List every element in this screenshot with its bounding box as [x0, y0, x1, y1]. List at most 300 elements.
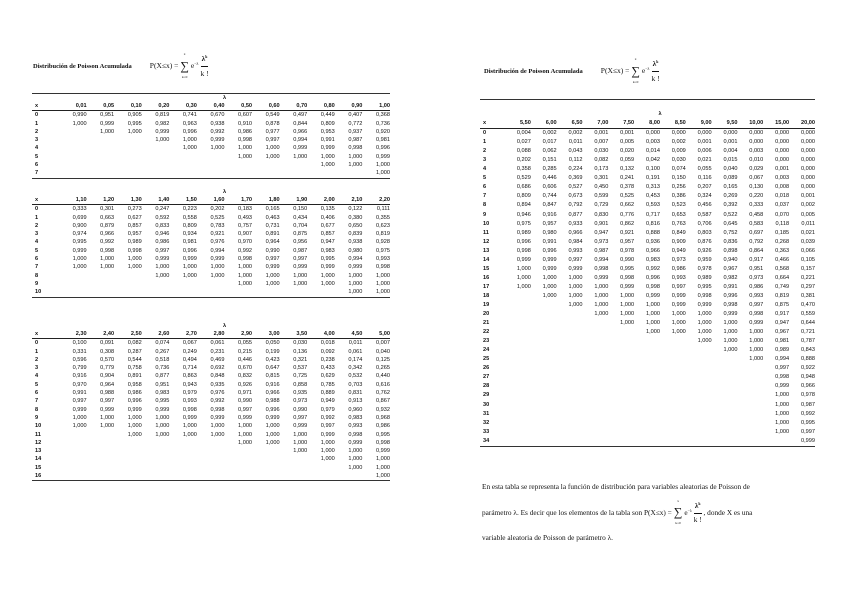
probability-cell: 1,000: [100, 423, 115, 430]
probability-cell: [142, 280, 170, 288]
lambda-column-header: 10,00: [737, 119, 763, 129]
table-row: [32, 447, 390, 455]
probability-cell: 0,994: [210, 247, 225, 254]
probability-cell: [307, 169, 335, 178]
probability-cell: [59, 288, 87, 297]
lambda-column-header: 0,40: [197, 102, 225, 111]
probability-cell: 0,993: [376, 256, 390, 263]
probability-cell: [712, 364, 738, 373]
probability-cell: 0,191: [645, 175, 660, 182]
probability-cell: 0,463: [265, 214, 280, 221]
probability-cell: 0,763: [671, 220, 686, 227]
x-value: 14: [35, 456, 42, 463]
probability-cell: 0,092: [320, 348, 335, 355]
table-row: [480, 346, 815, 355]
probability-cell: 0,664: [775, 274, 790, 281]
probability-cell: 0,525: [620, 193, 635, 200]
table-row: [32, 348, 390, 356]
probability-cell: 0,606: [542, 184, 557, 191]
probability-cell: [531, 373, 557, 382]
x-value: 6: [35, 256, 39, 263]
probability-cell: [686, 391, 712, 400]
probability-cell: 0,900: [72, 222, 87, 229]
probability-cell: 0,901: [594, 220, 609, 227]
probability-cell: 0,721: [801, 329, 815, 336]
probability-cell: 0,997: [749, 301, 764, 308]
fraction-numerator: [201, 53, 209, 67]
probability-cell: 0,999: [210, 137, 225, 144]
probability-cell: 1,000: [348, 456, 363, 463]
x-value: 13: [35, 448, 42, 455]
probability-cell: [505, 337, 531, 346]
probability-cell: 1,000: [265, 145, 280, 152]
probability-cell: [197, 161, 225, 169]
probability-cell: 0,007: [594, 139, 609, 146]
x-value: 13: [483, 247, 490, 254]
probability-cell: 0,936: [645, 238, 660, 245]
probability-cell: 0,021: [801, 229, 815, 236]
probability-cell: 0,998: [376, 439, 390, 446]
probability-cell: 0,392: [723, 202, 738, 209]
probability-cell: 0,999: [594, 274, 609, 281]
divider: [480, 99, 815, 100]
probability-cell: [582, 428, 608, 437]
probability-cell: 0,446: [542, 175, 557, 182]
probability-cell: [197, 153, 225, 161]
title-label: Distribución de Poisson Acumulada: [33, 62, 132, 70]
probability-cell: 0,987: [801, 401, 815, 408]
probability-cell: 0,926: [238, 381, 253, 388]
probability-cell: 0,741: [182, 112, 197, 119]
probability-cell: 0,231: [210, 348, 225, 355]
probability-cell: 0,663: [100, 214, 115, 221]
x-value: 0: [35, 112, 39, 119]
x-header: x: [480, 119, 505, 129]
probability-cell: 1,000: [127, 423, 142, 430]
x-value: 28: [483, 383, 490, 390]
probability-cell: 0,819: [376, 231, 390, 238]
probability-cell: 0,983: [645, 256, 660, 263]
probability-cell: 1,000: [265, 431, 280, 438]
probability-cell: [531, 364, 557, 373]
probability-cell: 0,991: [320, 137, 335, 144]
probability-cell: 0,999: [182, 256, 197, 263]
probability-cell: 0,819: [775, 292, 790, 299]
probability-cell: 0,986: [749, 283, 764, 290]
probability-cell: 0,990: [620, 256, 635, 263]
probability-cell: 0,991: [72, 390, 87, 397]
probability-cell: 0,970: [72, 381, 87, 388]
probability-cell: 0,999: [348, 439, 363, 446]
probability-cell: 0,758: [127, 365, 142, 372]
probability-cell: 0,544: [127, 356, 142, 363]
table-row: [480, 165, 815, 174]
probability-cell: 1,000: [723, 338, 738, 345]
probability-cell: 1,000: [72, 414, 87, 421]
x-value: 2: [35, 222, 39, 229]
probability-cell: 0,995: [127, 120, 142, 127]
probability-cell: [114, 288, 142, 297]
probability-cell: [557, 373, 583, 382]
probability-cell: [608, 337, 634, 346]
table-row: [32, 238, 390, 246]
probability-cell: 1,000: [348, 162, 363, 169]
probability-cell: [87, 136, 115, 144]
probability-cell: 1,000: [542, 292, 557, 299]
x-value: 7: [35, 170, 39, 177]
probability-cell: 0,792: [568, 202, 583, 209]
poisson-table-4: [480, 110, 815, 447]
probability-cell: 1,000: [542, 274, 557, 281]
x-value: 3: [35, 365, 39, 372]
probability-cell: 0,938: [210, 120, 225, 127]
probability-cell: [169, 161, 197, 169]
lambda-column-header: 9,00: [686, 119, 712, 129]
probability-cell: 1,000: [293, 272, 308, 279]
table-row: [480, 283, 815, 292]
probability-cell: 0,999: [265, 264, 280, 271]
probability-cell: [582, 346, 608, 355]
x-value: 0: [35, 340, 39, 347]
column-header-row: [32, 102, 390, 111]
probability-cell: [59, 447, 87, 455]
probability-cell: 1,000: [348, 464, 363, 471]
formula-lhs: P(X≤x) =: [644, 507, 672, 517]
probability-cell: [224, 161, 252, 169]
num-power: k: [698, 500, 701, 506]
probability-cell: 0,757: [238, 222, 253, 229]
probability-cell: 1,000: [100, 128, 115, 135]
probability-cell: 0,082: [594, 157, 609, 164]
probability-cell: 0,686: [516, 184, 531, 191]
probability-cell: 0,706: [697, 220, 712, 227]
x-value: 3: [35, 231, 39, 238]
probability-cell: 0,042: [645, 157, 660, 164]
probability-cell: 1,000: [594, 301, 609, 308]
probability-cell: 0,981: [376, 137, 390, 144]
table-row: [32, 144, 390, 152]
probability-cell: 1,000: [238, 153, 253, 160]
probability-cell: 0,003: [645, 139, 660, 146]
probability-cell: 0,877: [568, 211, 583, 218]
probability-cell: 1,000: [210, 423, 225, 430]
probability-cell: 0,998: [723, 301, 738, 308]
table-row: [480, 364, 815, 373]
x-value: 5: [483, 175, 487, 182]
probability-cell: 0,999: [801, 437, 815, 444]
probability-cell: 0,070: [775, 211, 790, 218]
title-label: Distribución de Poisson Acumulada: [484, 67, 583, 75]
probability-cell: [686, 355, 712, 364]
probability-cell: 0,999: [376, 448, 390, 455]
fraction-numerator: [652, 58, 660, 72]
probability-cell: 0,165: [723, 184, 738, 191]
probability-cell: 0,996: [265, 406, 280, 413]
probability-cell: 1,000: [238, 145, 253, 152]
probability-cell: 0,215: [238, 348, 253, 355]
probability-cell: 0,983: [348, 414, 363, 421]
probability-cell: 0,453: [645, 193, 660, 200]
probability-cell: [114, 153, 142, 161]
probability-cell: 0,001: [594, 130, 609, 137]
probability-cell: 0,986: [127, 390, 142, 397]
probability-cell: 1,000: [182, 423, 197, 430]
probability-cell: [608, 364, 634, 373]
probability-cell: [531, 437, 557, 447]
x-value: 30: [483, 401, 490, 408]
x-value: 2: [35, 128, 39, 135]
probability-cell: [660, 410, 686, 419]
probability-cell: 0,975: [516, 220, 531, 227]
probability-cell: 0,991: [542, 238, 557, 245]
lambda-column-header: 0,70: [280, 102, 308, 111]
probability-cell: [557, 346, 583, 355]
probability-cell: 0,469: [210, 356, 225, 363]
header-cell: [32, 94, 59, 103]
probability-cell: 0,074: [671, 166, 686, 173]
probability-cell: 0,522: [723, 211, 738, 218]
probability-cell: 0,066: [801, 247, 815, 254]
probability-cell: 0,000: [801, 184, 815, 191]
x-value: 2: [35, 356, 39, 363]
probability-cell: 0,125: [376, 356, 390, 363]
probability-cell: 0,809: [516, 193, 531, 200]
probability-cell: [660, 337, 686, 346]
probability-cell: 0,061: [348, 348, 363, 355]
fraction-denominator: k !: [651, 74, 660, 84]
table-row: [32, 381, 390, 389]
probability-cell: 1,000: [210, 272, 225, 279]
lambda-column-header: 8,50: [660, 119, 686, 129]
table-row: [32, 255, 390, 263]
probability-cell: 1,000: [72, 264, 87, 271]
x-value: 20: [483, 311, 490, 318]
probability-cell: 0,926: [697, 247, 712, 254]
probability-cell: [59, 136, 87, 144]
probability-cell: 0,000: [723, 130, 738, 137]
probability-cell: [59, 439, 87, 447]
probability-cell: [660, 437, 686, 447]
probability-cell: 0,067: [749, 175, 764, 182]
probability-cell: 0,525: [210, 214, 225, 221]
x-value: 9: [483, 211, 487, 218]
probability-cell: [557, 401, 583, 410]
x-value: 9: [35, 414, 39, 421]
probability-cell: [737, 428, 763, 437]
probability-cell: 0,999: [155, 406, 170, 413]
probability-cell: 0,922: [801, 365, 815, 372]
probability-cell: 1,000: [775, 410, 790, 417]
probability-cell: 0,174: [348, 356, 363, 363]
probability-cell: [660, 355, 686, 364]
probability-cell: 1,000: [72, 120, 87, 127]
probability-cell: [505, 328, 531, 337]
probability-cell: 0,858: [293, 381, 308, 388]
x-value: 25: [483, 356, 490, 363]
probability-cell: 1,000: [348, 289, 363, 296]
probability-cell: 0,998: [182, 406, 197, 413]
probability-cell: [505, 419, 531, 428]
probability-cell: 1,000: [376, 280, 390, 287]
probability-cell: [557, 410, 583, 419]
probability-cell: 0,996: [516, 238, 531, 245]
probability-cell: [224, 472, 252, 481]
num-base: λ: [652, 59, 657, 69]
num-power: k: [205, 54, 208, 60]
probability-cell: 0,997: [100, 398, 115, 405]
probability-cell: [686, 373, 712, 382]
exp-term: [642, 66, 650, 77]
probability-cell: 0,333: [72, 206, 87, 213]
x-value: 5: [35, 153, 39, 160]
probability-cell: 1,000: [775, 392, 790, 399]
probability-cell: 0,940: [723, 256, 738, 263]
probability-cell: [712, 437, 738, 447]
x-value: 0: [35, 206, 39, 213]
probability-cell: [608, 428, 634, 437]
probability-cell: 0,999: [293, 145, 308, 152]
x-value: 4: [35, 239, 39, 246]
probability-cell: [280, 455, 308, 463]
explanation-note: [482, 476, 842, 550]
probability-cell: 0,527: [568, 184, 583, 191]
probability-cell: 0,386: [671, 193, 686, 200]
poisson-cdf-formula: [644, 499, 702, 528]
probability-cell: [87, 472, 115, 481]
probability-cell: 0,998: [645, 283, 660, 290]
probability-cell: [59, 153, 87, 161]
probability-cell: [608, 373, 634, 382]
probability-cell: 0,995: [620, 265, 635, 272]
probability-cell: 0,549: [265, 112, 280, 119]
probability-cell: 0,380: [348, 214, 363, 221]
probability-cell: 0,997: [801, 428, 815, 435]
probability-cell: 0,993: [568, 247, 583, 254]
probability-cell: 1,000: [697, 311, 712, 318]
probability-cell: [59, 128, 87, 136]
probability-cell: [531, 382, 557, 391]
probability-cell: [114, 472, 142, 481]
probability-cell: 0,703: [348, 381, 363, 388]
probability-cell: 0,949: [320, 398, 335, 405]
probability-cell: 0,986: [671, 265, 686, 272]
lambda-column-header: 9,50: [712, 119, 738, 129]
probability-cell: [608, 346, 634, 355]
probability-cell: 0,992: [801, 410, 815, 417]
probability-cell: 0,966: [801, 383, 815, 390]
lambda-column-header: 0,01: [59, 102, 87, 111]
probability-cell: 0,862: [620, 220, 635, 227]
lambda-column-header: 2,20: [362, 196, 390, 205]
probability-cell: 0,913: [348, 398, 363, 405]
probability-cell: 0,998: [594, 265, 609, 272]
probability-cell: 0,450: [594, 184, 609, 191]
probability-cell: 0,999: [155, 256, 170, 263]
probability-cell: 0,951: [155, 381, 170, 388]
probability-cell: 0,039: [801, 238, 815, 245]
probability-cell: 0,958: [127, 381, 142, 388]
table-row: [32, 339, 390, 348]
table-row: [480, 328, 815, 337]
probability-cell: 0,988: [100, 390, 115, 397]
probability-cell: 0,997: [775, 365, 790, 372]
x-header: x: [32, 196, 59, 205]
probability-cell: 0,699: [72, 214, 87, 221]
probability-cell: 0,729: [594, 202, 609, 209]
probability-cell: 0,783: [210, 222, 225, 229]
probability-cell: 0,627: [127, 214, 142, 221]
probability-cell: 0,921: [620, 229, 635, 236]
probability-cell: 0,904: [100, 373, 115, 380]
probability-cell: [686, 382, 712, 391]
probability-cell: 0,089: [723, 175, 738, 182]
probability-cell: 1,000: [620, 311, 635, 318]
probability-cell: 0,979: [182, 390, 197, 397]
poisson-table-2: [32, 188, 390, 298]
probability-cell: [557, 337, 583, 346]
probability-cell: 0,999: [348, 264, 363, 271]
probability-cell: [114, 169, 142, 178]
x-value: 9: [35, 280, 39, 287]
sigma-upper: x: [677, 498, 679, 503]
probability-cell: 0,055: [238, 340, 253, 347]
probability-cell: [660, 419, 686, 428]
probability-cell: 0,494: [182, 356, 197, 363]
probability-cell: 0,529: [516, 175, 531, 182]
probability-cell: 0,004: [723, 148, 738, 155]
probability-cell: 1,000: [238, 431, 253, 438]
probability-cell: 1,000: [265, 272, 280, 279]
lambda-column-header: 5,00: [362, 330, 390, 339]
probability-cell: 0,752: [723, 229, 738, 236]
probability-cell: 0,889: [320, 390, 335, 397]
probability-cell: 0,714: [182, 365, 197, 372]
table-row: [480, 391, 815, 400]
x-value: 4: [35, 145, 39, 152]
table-row: [480, 401, 815, 410]
probability-cell: [224, 288, 252, 297]
probability-cell: 0,998: [516, 247, 531, 254]
probability-cell: 0,803: [697, 229, 712, 236]
probability-cell: 1,000: [620, 292, 635, 299]
lambda-column-header: 2,10: [335, 196, 363, 205]
probability-cell: 0,999: [182, 414, 197, 421]
lambda-column-header: 2,90: [224, 330, 252, 339]
probability-cell: [87, 153, 115, 161]
table-row: [32, 372, 390, 380]
probability-cell: [335, 169, 363, 178]
probability-cell: 0,995: [72, 239, 87, 246]
probability-cell: 0,493: [238, 214, 253, 221]
x-value: 1: [483, 139, 487, 146]
probability-cell: [142, 288, 170, 297]
probability-cell: 0,998: [100, 247, 115, 254]
probability-cell: 0,009: [671, 148, 686, 155]
probability-cell: 0,956: [293, 239, 308, 246]
lambda-column-header: 6,50: [557, 119, 583, 129]
probability-cell: 0,596: [72, 356, 87, 363]
probability-cell: [712, 391, 738, 400]
probability-cell: 0,995: [801, 419, 815, 426]
probability-cell: 1,000: [645, 320, 660, 327]
probability-cell: [686, 437, 712, 447]
sigma-glyph: ∑: [180, 58, 189, 73]
probability-cell: [531, 310, 557, 319]
probability-cell: [557, 391, 583, 400]
probability-cell: 0,568: [775, 265, 790, 272]
probability-cell: 0,977: [265, 128, 280, 135]
probability-cell: [114, 144, 142, 152]
